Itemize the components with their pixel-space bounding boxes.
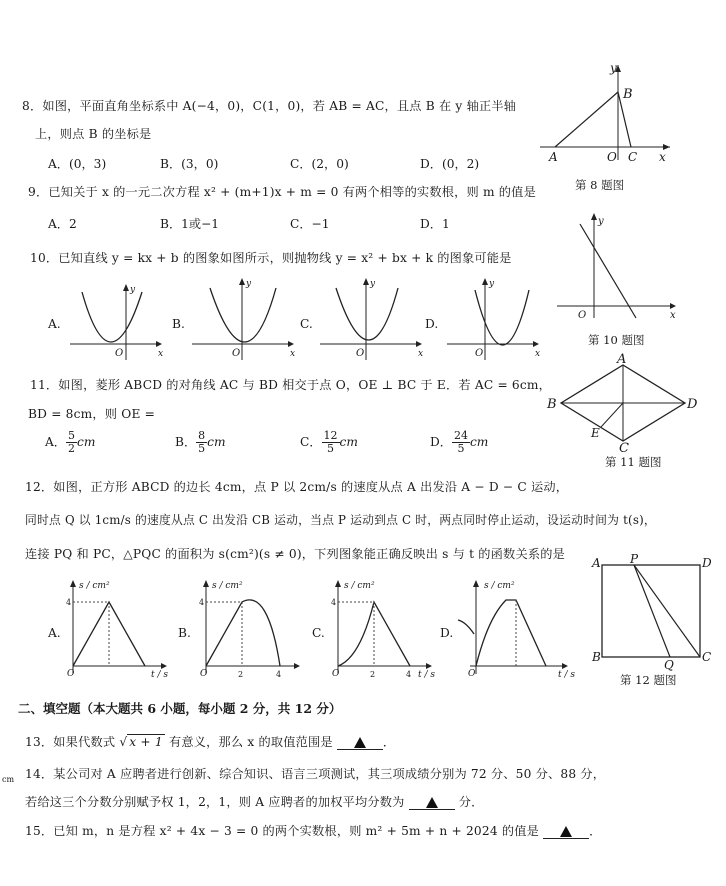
svg-text:A: A <box>617 352 627 367</box>
q9-option-d: D．1 <box>420 217 450 231</box>
q8-option-a: A．(0，3) <box>48 157 107 171</box>
q10-option-b-letter: B. <box>172 317 185 331</box>
q12-graph-a <box>65 578 175 678</box>
q10-graph-d <box>445 276 545 362</box>
svg-text:2: 2 <box>370 670 376 679</box>
svg-text:Q: Q <box>664 658 674 672</box>
section-2-title: 二、填空题（本大题共 6 小题，每小题 2 分，共 12 分） <box>18 701 342 716</box>
svg-text:t / s: t / s <box>418 670 435 680</box>
q8-label-c: C <box>628 150 638 164</box>
svg-text:B: B <box>592 650 601 664</box>
q12-caption: 第 12 题图 <box>620 673 677 687</box>
q11-option-c: C． $\frac{12}{5}$ cm <box>300 429 358 455</box>
svg-text:x: x <box>418 349 424 359</box>
q8-label-x: x <box>659 150 666 164</box>
q11-option-d: D． $\frac{24}{5}$ cm <box>430 429 489 455</box>
svg-text:y: y <box>370 279 376 289</box>
q8-option-b: B．(3，0) <box>160 157 219 171</box>
svg-text:t / s: t / s <box>151 670 168 680</box>
q8-text-line2: 上，则点 B 的坐标是 <box>35 127 152 141</box>
svg-text:y: y <box>598 216 604 227</box>
q9-text-line1: 9．已知关于 x 的一元二次方程 x² + (m+1)x + m = 0 有两个相等的实数根，则 m 的值是 <box>28 185 536 199</box>
svg-text:4: 4 <box>406 670 412 679</box>
svg-text:P: P <box>630 552 639 566</box>
answer-triangle-icon <box>560 826 572 837</box>
q8-figure <box>535 60 675 165</box>
q11-caption: 第 11 题图 <box>605 455 662 469</box>
q8-option-d: D．(0，2) <box>420 157 480 171</box>
q12-option-c-letter: C. <box>312 626 325 640</box>
q8-label-y: y <box>610 61 617 75</box>
q10-text-line1: 10．已知直线 y = kx + b 的图象如图所示，则抛物线 y = x² + bx + k 的图象可能是 <box>30 251 512 265</box>
svg-text:4: 4 <box>66 598 72 607</box>
svg-text:y: y <box>489 279 495 289</box>
margin-mark: cm <box>2 775 15 784</box>
answer-triangle-icon <box>426 797 438 808</box>
q12-graph-c <box>330 578 440 678</box>
q12-text-line1: 12．如图，正方形 ABCD 的边长 4cm，点 P 以 2cm/s 的速度从点 A 出发沿 A − D − C 运动， <box>25 480 569 494</box>
q13-text: 13．如果代数式 √ x + 1 有意义，那么 x 的取值范围是 ． <box>25 735 396 749</box>
q14-text-line1: 14．某公司对 A 应聘者进行创新、综合知识、语言三项测试，其三项成绩分别为 72 分、50 分、88 分， <box>25 767 606 781</box>
q9-option-b: B．1或−1 <box>160 217 220 231</box>
svg-text:C: C <box>702 650 712 664</box>
svg-text:B: B <box>547 397 557 412</box>
q11-text-line1: 11．如图，菱形 ABCD 的对角线 AC 与 BD 相交于点 O，OE ⊥ BC 于 E．若 AC = 6cm， <box>30 378 552 392</box>
svg-text:A: A <box>592 556 601 570</box>
svg-text:s / cm²: s / cm² <box>344 581 375 591</box>
q10-figure <box>552 210 682 320</box>
svg-text:4: 4 <box>276 670 282 679</box>
q10-option-c-letter: C. <box>300 317 313 331</box>
q11-text-line2: BD = 8cm，则 OE = <box>28 407 156 421</box>
q12-figure <box>590 552 715 672</box>
svg-text:C: C <box>619 441 629 456</box>
svg-text:O: O <box>332 669 340 679</box>
q11-option-b: B． $\frac{8}{5}$ cm <box>175 429 226 455</box>
svg-text:x: x <box>158 349 164 359</box>
q10-graph-a <box>68 282 168 362</box>
svg-text:O: O <box>232 348 241 359</box>
q9-option-c: C．−1 <box>290 217 330 231</box>
q8-text-line1: 8．如图，平面直角坐标系中 A(−4，0)，C(1，0)，若 AB = AC，且点 B 在 y 轴正半轴 <box>22 99 517 113</box>
svg-text:2: 2 <box>238 670 244 679</box>
svg-text:D: D <box>702 556 712 570</box>
q10-graph-c <box>318 276 428 362</box>
svg-text:x: x <box>670 310 676 321</box>
svg-text:s / cm²: s / cm² <box>79 581 110 591</box>
q8-caption: 第 8 题图 <box>575 178 625 192</box>
svg-text:O: O <box>115 348 124 359</box>
q12-text-line2: 同时点 Q 以 1cm/s 的速度从点 C 出发沿 CB 运动，当点 P 运动到点 C 时，两点同时停止运动，设运动时间为 t(s)， <box>25 513 656 527</box>
q8-label-o: O <box>607 150 617 164</box>
svg-text:E: E <box>591 426 600 440</box>
svg-text:O: O <box>356 348 365 359</box>
q8-label-b: B <box>623 87 633 102</box>
q10-graph-b <box>190 276 300 362</box>
svg-text:O: O <box>200 669 208 679</box>
svg-text:x: x <box>535 349 541 359</box>
q12-option-a-letter: A. <box>48 626 61 640</box>
svg-text:4: 4 <box>199 598 205 607</box>
svg-text:s / cm²: s / cm² <box>484 581 515 591</box>
svg-text:x: x <box>290 349 296 359</box>
q12-option-d-letter: D. <box>440 626 454 640</box>
q14-text-line2: 若给这三个分数分别赋予权 1，2，1，则 A 应聘者的加权平均分数为 分． <box>25 795 484 809</box>
q10-option-d-letter: D. <box>425 317 439 331</box>
q11-option-a: A． $\frac{5}{2}$ cm <box>45 429 96 455</box>
svg-text:s / cm²: s / cm² <box>212 581 243 591</box>
q12-text-line3: 连接 PQ 和 PC，△PQC 的面积为 s(cm²)(s ≠ 0)，下列图象能正确反映出 s 与 t 的函数关系的是 <box>25 547 565 561</box>
q8-option-c: C．(2，0) <box>290 157 349 171</box>
svg-text:O: O <box>578 310 587 321</box>
svg-text:y: y <box>246 279 252 289</box>
q11-figure <box>545 352 705 456</box>
svg-text:y: y <box>130 285 136 295</box>
svg-text:O: O <box>475 348 484 359</box>
svg-text:D: D <box>687 397 698 412</box>
svg-text:O: O <box>468 669 476 679</box>
q12-graph-b <box>198 578 308 678</box>
svg-text:4: 4 <box>331 598 337 607</box>
q9-option-a: A．2 <box>48 217 77 231</box>
q10-option-a-letter: A. <box>48 317 61 331</box>
svg-text:t / s: t / s <box>558 670 575 680</box>
q8-label-a: A <box>549 150 558 164</box>
q12-graph-d <box>462 578 577 678</box>
q10-caption: 第 10 题图 <box>588 333 645 347</box>
answer-triangle-icon <box>354 737 366 748</box>
q12-option-b-letter: B. <box>178 626 191 640</box>
svg-text:O: O <box>67 669 75 679</box>
q15-text: 15．已知 m，n 是方程 x² + 4x − 3 = 0 的两个实数根，则 m² + 5m + n + 2024 的值是 ． <box>25 824 602 838</box>
